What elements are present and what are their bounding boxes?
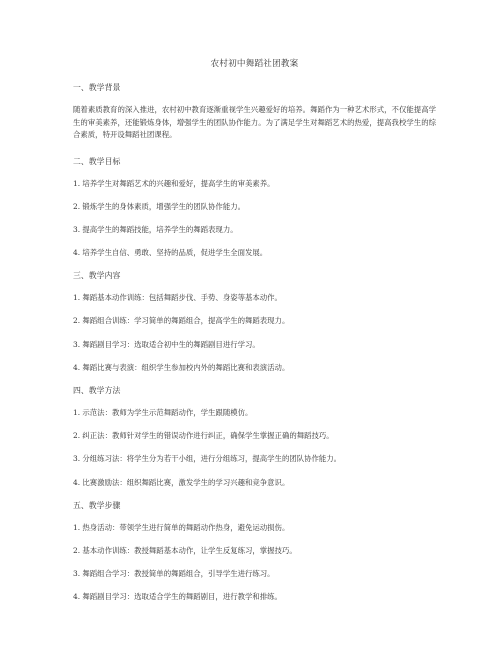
- list-item: 1. 培养学生对舞蹈艺术的兴趣和爱好，提高学生的审美素养。: [73, 178, 275, 188]
- section-methods: [73, 385, 436, 489]
- list-item: 3. 分组练习法：将学生分为若干小组，进行分组练习，提高学生的团队协作能力。: [73, 454, 342, 464]
- list-item: 3. 舞蹈组合学习：教授简单的舞蹈组合，引导学生进行练习。: [73, 569, 275, 579]
- list-item: 4. 舞蹈剧目学习：选取适合学生的舞蹈剧目，进行教学和排练。: [73, 592, 282, 602]
- section-background: [73, 82, 436, 142]
- section-steps: [73, 500, 436, 604]
- list-item: 2. 锻炼学生的身体素质，增强学生的团队协作能力。: [73, 201, 245, 211]
- list-item: 3. 舞蹈剧目学习：选取适合初中生的舞蹈剧目进行学习。: [73, 339, 260, 349]
- list-item: 1. 示范法：教师为学生示范舞蹈动作，学生跟随模仿。: [73, 408, 253, 417]
- section-heading: 四、教学方法: [73, 386, 121, 395]
- list-item: 2. 舞蹈组合训练：学习简单的舞蹈组合，提高学生的舞蹈表现力。: [73, 316, 290, 326]
- section-paragraph: 随着素质教育的深入推进，农村初中教育逐渐重视学生兴趣爱好的培养。舞蹈作为一种艺术形式，不仅能提高学生的审美素养，还能锻炼身体，增强学生的团队协作能力。为了满足学生对舞蹈艺术的热爱，提高我校学生的综合素质，特开设舞蹈社团课程。: [73, 105, 436, 139]
- list-item: 3. 提高学生的舞蹈技能，培养学生的舞蹈表现力。: [73, 224, 238, 234]
- list-item: 1. 热身活动：带领学生进行简单的舞蹈动作热身，避免运动损伤。: [73, 522, 290, 532]
- list-item: 4. 培养学生自信、勇敢、坚持的品质，促进学生全面发展。: [73, 248, 268, 258]
- document-title: 农村初中舞蹈社团教案: [210, 59, 299, 69]
- section-heading: 一、教学背景: [73, 83, 121, 92]
- section-heading: 二、教学目标: [73, 156, 121, 166]
- list-item: 2. 纠正法：教师针对学生的错误动作进行纠正，确保学生掌握正确的舞蹈技巧。: [73, 431, 334, 441]
- list-item: 2. 基本动作训练：教授舞蹈基本动作，让学生反复练习，掌握技巧。: [73, 545, 297, 555]
- list-item: 1. 舞蹈基本动作训练：包括舞蹈步伐、手势、身姿等基本动作。: [73, 293, 282, 303]
- section-content: [73, 270, 436, 374]
- section-heading: 五、教学步骤: [73, 500, 121, 510]
- section-heading: 三、教学内容: [73, 271, 121, 281]
- section-goals: [73, 156, 436, 260]
- list-item: 4. 舞蹈比赛与表演：组织学生参加校内外的舞蹈比赛和表演活动。: [73, 362, 290, 372]
- list-item: 4. 比赛激励法：组织舞蹈比赛，激发学生的学习兴趣和竞争意识。: [73, 477, 290, 487]
